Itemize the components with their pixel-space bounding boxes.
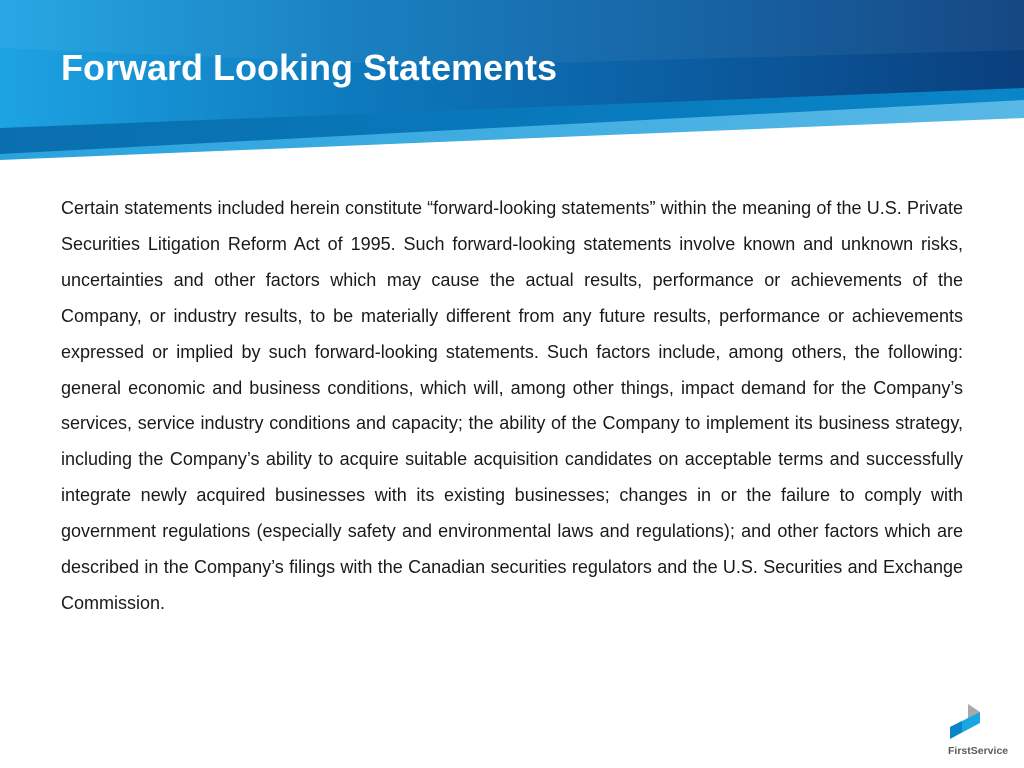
logo-wordmark: FirstService [948,745,1009,757]
disclaimer-paragraph: Certain statements included herein constitute “forward-looking statements” within the meaning of the U.S. Private Securities Litigation Reform Act of 1995. Such forward-looking statements involve known and unknown risks, uncertainties and other factors which may cause the actual results, performance or achievements of the Company, or industry results, to be materially different from any future results, performance or achievements expressed or implied by such forward-looking statements. Such factors include, among others, the following: general economic and business conditions, which will, among other things, impact demand for the Company’s services, service industry conditions and capacity; the ability of the Company to implement its business strategy, including the Company’s ability to acquire suitable acquisition candidates on acceptable terms and successfully integrate newly acquired businesses with its existing businesses; changes in or the failure to comply with government regulations (especially safety and environmental laws and regulations); and other factors which are described in the Company’s filings with the Canadian securities regulators and the U.S. Securities and Exchange Commission. [61,198,963,613]
slide-title: Forward Looking Statements [61,47,558,88]
firstservice-arrow-logo-icon [948,703,984,741]
firstservice-logo [946,703,1012,759]
